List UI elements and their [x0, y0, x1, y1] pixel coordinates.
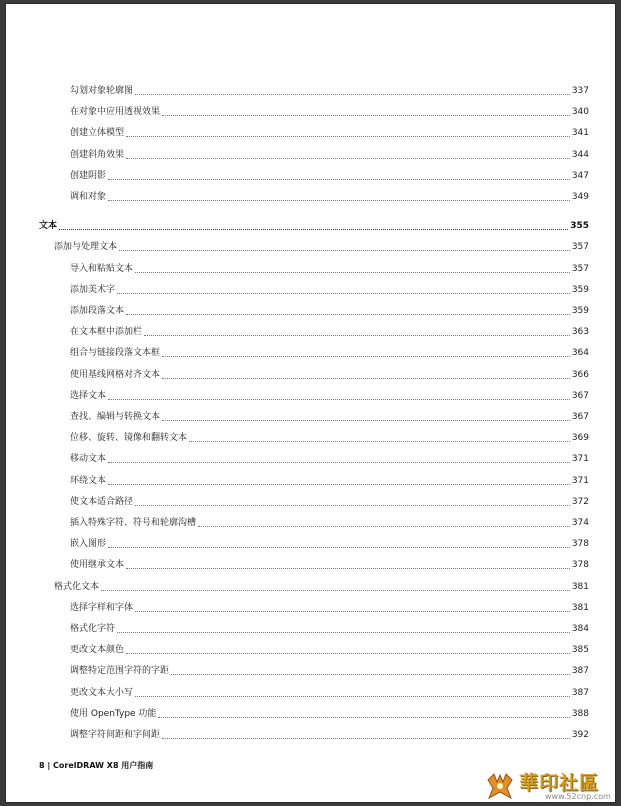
toc-entry-page: 392: [571, 730, 589, 740]
toc-entry-page: 359: [571, 306, 589, 316]
toc-entry-title: 调和对象: [70, 192, 107, 202]
toc-entry-title: 嵌入图形: [70, 539, 107, 550]
toc-entry-page: 385: [571, 645, 589, 656]
toc-entry-title: 创建斜角效果: [70, 149, 125, 160]
toc-leader-dots: [126, 568, 570, 569]
toc-entry-title: 更改文本大小写: [70, 687, 134, 698]
toc-entry-page: 387: [571, 687, 589, 698]
toc-leader-dots: [162, 738, 570, 739]
toc-entry[interactable]: [39, 218, 589, 232]
toc-entry-page: 381: [571, 602, 589, 613]
toc-entry-page: 384: [571, 624, 589, 634]
toc-entry-page: 372: [571, 496, 589, 507]
toc-entry[interactable]: [70, 282, 589, 296]
toc-entry[interactable]: [70, 345, 589, 359]
toc-entry-title: 添加与处理文本: [54, 242, 118, 253]
toc-leader-dots: [59, 229, 568, 230]
toc-entry-page: 371: [571, 475, 589, 486]
toc-entry-title: 勾划对象轮廓图: [70, 86, 134, 96]
toc-entry-page: 381: [571, 581, 589, 592]
toc-entry-title: 环绕文本: [70, 475, 107, 486]
toc-entry-title: 使文本适合路径: [70, 496, 134, 507]
toc-entry[interactable]: [70, 409, 589, 423]
toc-entry-title: 在对象中应用透视效果: [70, 107, 161, 118]
toc-entry-title: 组合与链接段落文本框: [70, 348, 161, 359]
toc-entry[interactable]: [70, 125, 589, 139]
toc-leader-dots: [126, 136, 570, 137]
toc-leader-dots: [108, 399, 570, 400]
toc-entry[interactable]: [70, 261, 589, 275]
toc-entry-title: 创建阴影: [70, 170, 107, 181]
toc-entry[interactable]: [70, 147, 589, 161]
toc-entry-page: 357: [571, 242, 589, 253]
toc-entry[interactable]: [70, 367, 589, 381]
toc-entry-title: 插入特殊字符、符号和轮廓沟槽: [70, 518, 197, 528]
toc-entry[interactable]: [70, 303, 589, 317]
toc-leader-dots: [189, 441, 570, 442]
toc-entry-title: 使用 OpenType 功能: [70, 708, 157, 719]
toc-entry-page: 366: [571, 369, 589, 380]
toc-leader-dots: [117, 632, 570, 633]
document-page: [5, 3, 616, 803]
toc-entry[interactable]: [70, 189, 589, 203]
page-footer: 8 | CorelDRAW X8 用户指南: [39, 761, 154, 770]
toc-entry[interactable]: [70, 642, 589, 656]
toc-entry[interactable]: [70, 83, 589, 97]
watermark-text: 華印社區: [519, 772, 600, 794]
toc-entry[interactable]: [70, 473, 589, 487]
toc-leader-dots: [108, 484, 570, 485]
toc-entry-page: 363: [571, 327, 589, 338]
toc-entry[interactable]: [70, 104, 589, 118]
toc-entry-page: 387: [571, 666, 589, 677]
toc-entry[interactable]: [70, 168, 589, 182]
toc-entry[interactable]: [70, 727, 589, 741]
toc-entry[interactable]: [70, 557, 589, 571]
toc-entry-title: 使用基线网格对齐文本: [70, 369, 161, 380]
toc-entry-title: 格式化字符: [70, 624, 116, 634]
toc-entry[interactable]: [70, 430, 589, 444]
toc-entry-page: 367: [571, 390, 589, 401]
toc-entry-page: 369: [571, 433, 589, 444]
toc-entry[interactable]: [70, 621, 589, 635]
toc-entry-page: 388: [571, 708, 589, 719]
toc-entry[interactable]: [54, 579, 589, 593]
toc-entry-title: 添加段落文本: [70, 306, 125, 316]
toc-leader-dots: [162, 115, 570, 116]
toc-entry-title: 更改文本颜色: [70, 645, 125, 656]
toc-leader-dots: [135, 611, 570, 612]
toc-entry-title: 格式化文本: [54, 581, 100, 592]
toc-leader-dots: [108, 462, 570, 463]
toc-entry-page: 371: [571, 454, 589, 465]
toc-entry-page: 340: [571, 107, 589, 118]
toc-entry[interactable]: [70, 388, 589, 402]
toc-leader-dots: [198, 526, 570, 527]
toc-entry-page: 349: [571, 192, 589, 202]
toc-entry[interactable]: [70, 600, 589, 614]
toc-leader-dots: [162, 378, 570, 379]
toc-entry-title: 选择文本: [70, 390, 107, 401]
toc-entry-page: 337: [571, 86, 589, 96]
toc-leader-dots: [119, 250, 570, 251]
toc-entry-page: 359: [571, 284, 589, 295]
toc-entry-title: 在文本框中添加栏: [70, 327, 143, 338]
toc-entry[interactable]: [70, 706, 589, 720]
toc-leader-dots: [101, 590, 570, 591]
toc-leader-dots: [135, 505, 570, 506]
toc-entry-page: 341: [571, 128, 589, 139]
toc-leader-dots: [108, 179, 570, 180]
toc-entry-title: 使用继承文本: [70, 560, 125, 571]
toc-leader-dots: [135, 696, 570, 697]
toc-entry-page: 378: [571, 560, 589, 571]
toc-entry[interactable]: [70, 536, 589, 550]
toc-entry[interactable]: [70, 663, 589, 677]
toc-entry[interactable]: [70, 494, 589, 508]
toc-entry-title: 查找、编辑与转换文本: [70, 412, 161, 422]
toc-entry-title: 文本: [39, 221, 58, 232]
toc-entry-title: 创建立体模型: [70, 128, 125, 139]
toc-leader-dots: [108, 200, 570, 201]
watermark: [485, 768, 615, 804]
toc-entry[interactable]: [70, 324, 589, 338]
toc-entry-title: 移动文本: [70, 454, 107, 465]
watermark-url: www.52cnp.com: [545, 792, 611, 801]
toc-leader-dots: [126, 158, 570, 159]
toc-entry-page: 374: [571, 518, 589, 528]
toc-leader-dots: [135, 272, 570, 273]
toc-leader-dots: [158, 717, 569, 718]
toc-leader-dots: [144, 335, 570, 336]
toc-entry-title: 添加美术字: [70, 284, 116, 295]
toc-leader-dots: [117, 293, 570, 294]
toc-leader-dots: [126, 314, 570, 315]
toc-leader-dots: [126, 653, 570, 654]
toc-entry[interactable]: [70, 515, 589, 529]
toc-leader-dots: [162, 356, 570, 357]
toc-entry-title: 选择字样和字体: [70, 602, 134, 613]
toc-entry-page: 357: [571, 263, 589, 274]
toc-entry-page: 378: [571, 539, 589, 550]
toc-leader-dots: [171, 674, 570, 675]
watermark-logo-icon: [485, 772, 515, 802]
toc-entry-title: 位移、旋转、镜像和翻转文本: [70, 433, 188, 444]
toc-entry-page: 355: [570, 221, 589, 232]
toc-entry[interactable]: [54, 239, 589, 253]
toc-entry-title: 调整特定范围字符的字距: [70, 666, 170, 677]
toc-leader-dots: [108, 547, 570, 548]
toc-entry-page: 347: [571, 170, 589, 181]
toc-entry[interactable]: [70, 451, 589, 465]
toc-entry-title: 导入和粘贴文本: [70, 263, 134, 274]
toc-entry-page: 364: [571, 348, 589, 359]
toc-entry-page: 344: [571, 149, 589, 160]
toc-entry[interactable]: [70, 685, 589, 699]
toc-leader-dots: [135, 94, 570, 95]
toc-entry-page: 367: [571, 412, 589, 422]
toc-entry-title: 调整字符间距和字间距: [70, 730, 161, 740]
toc-leader-dots: [162, 420, 570, 421]
